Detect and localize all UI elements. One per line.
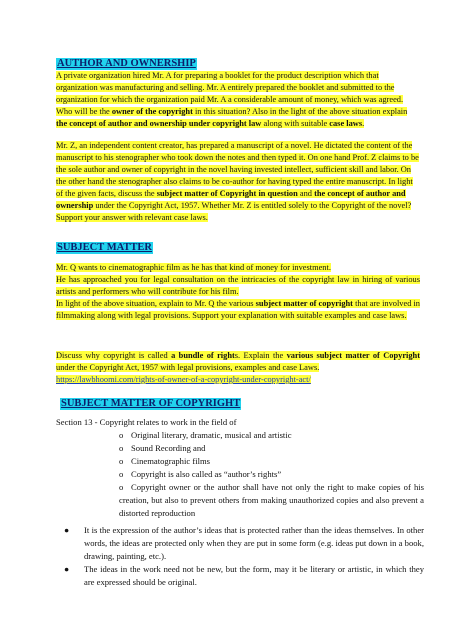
line-2: He has approached you for legal consultation on the intricacies of the copyright law in hiring of various artists and performers who will contribute for his film. (56, 275, 420, 296)
question-paragraph-3 (56, 262, 420, 322)
bold-run: the concept of author and ownership under copyright law (56, 119, 262, 128)
bullet-item (64, 524, 424, 563)
text-run: and (297, 189, 315, 198)
text-run: under the Copyright Act, 1957 with legal provisions, examples and case Laws. (56, 363, 320, 372)
line-1: Mr. Q wants to cinematographic film as he has that kind of money for investment. (56, 263, 331, 272)
list-marker-icon: o (119, 443, 124, 453)
list-marker-icon: o (119, 482, 124, 492)
text-run: Mr. Z, an independent content creator, has prepared a manuscript of a novel. He dictated the content of the manuscript to his stenographer who took down the notes and then typed it. On one hand Prof. Z claims to be the sole author and owner of copyright in the novel having invested intellect, sufficient skill and labor. On the other hand the stenographer also claims to be co-author for having typed the entire manuscript. In light of the given facts, discuss the (56, 141, 419, 198)
bullet-icon: ● (64, 525, 70, 535)
bold-run: subject matter of copyright (255, 299, 353, 308)
bold-run: owner of the copyright (111, 107, 193, 116)
text-run: in this situation? Also in the light of the above situation explain (192, 107, 408, 116)
question-paragraph-2 (56, 140, 420, 224)
sublist-item (119, 481, 424, 520)
text-run: that are involved in filmmaking along with legal provisions. Support your explanation with suitable examples and case laws. (56, 299, 420, 320)
text-run: Discuss why copyright is called (56, 351, 172, 360)
question-paragraph-4 (56, 350, 420, 386)
sublist-item (119, 468, 424, 481)
bold-run: subject matter of Copyright in question (156, 189, 298, 198)
text-run: s. Explain the (234, 351, 287, 360)
section-13-text: Section 13 - Copyright relates to work in the field of (56, 417, 237, 427)
bullet-icon: ● (64, 564, 70, 574)
sublist-item-text: Copyright is also called as “author’s rights” (131, 469, 282, 479)
bullet-text: The ideas in the work need not be new, but the form, may it be literary or artistic, in which they are expressed should be original. (84, 564, 424, 587)
sublist-item (119, 429, 424, 442)
sublist-item-text: Copyright owner or the author shall have not only the right to make copies of his creation, but also to prevent others from making unauthorized copies and also prevent a distorted reproduction (119, 482, 424, 518)
sublist-item-text: Sound Recording and (131, 443, 206, 453)
text-run: . (362, 119, 365, 128)
bold-run: various subject matter of Copyright (286, 351, 420, 360)
reference-link[interactable]: https://lawbhoomi.com/rights-of-owner-of-a-copyright-under-copyright-act/ (56, 375, 311, 384)
question-paragraph-1 (56, 70, 420, 130)
bold-run: the concept of author and ownership (56, 189, 406, 210)
list-marker-icon: o (119, 469, 124, 479)
text-run: along with suitable (261, 119, 330, 128)
text-run: A private organization hired Mr. A for preparing a booklet for the product description which that organization was manufacturing and selling. Mr. A entirely prepared the booklet and submitted to the organization for which the organization paid Mr. A a considerable amount of money, which was agreed. Who will be the (56, 71, 404, 116)
sublist-item (119, 455, 424, 468)
bullet-text: It is the expression of the author’s ideas that is protected rather than the ideas themselves. In other words, the ideas are protected only when they are put in some form (e.g. ideas put down in a book, drawing, painting, etc.). (84, 525, 424, 561)
text-run: In light of the above situation, explain to Mr. Q the various (56, 299, 256, 308)
sublist-item-text: Original literary, dramatic, musical and artistic (131, 430, 292, 440)
heading-author-ownership: AUTHOR AND OWNERSHIP (57, 58, 196, 69)
bold-run: a bundle of right (171, 351, 235, 360)
sublist-item (119, 442, 424, 455)
text-run: under the Copyright Act, 1957. Whether Mr. Z is entitled solely to the Copyright of the novel? Support your answer with relevant case laws. (56, 201, 412, 222)
bold-run: case laws (329, 119, 363, 128)
list-marker-icon: o (119, 456, 124, 466)
bullet-item (64, 563, 424, 589)
sublist-item-text: Cinematographic films (131, 456, 210, 466)
heading-subject-matter-of-copyright: SUBJECT MATTER OF COPYRIGHT (61, 398, 241, 409)
heading-subject-matter: SUBJECT MATTER (57, 242, 153, 253)
list-marker-icon: o (119, 430, 124, 440)
